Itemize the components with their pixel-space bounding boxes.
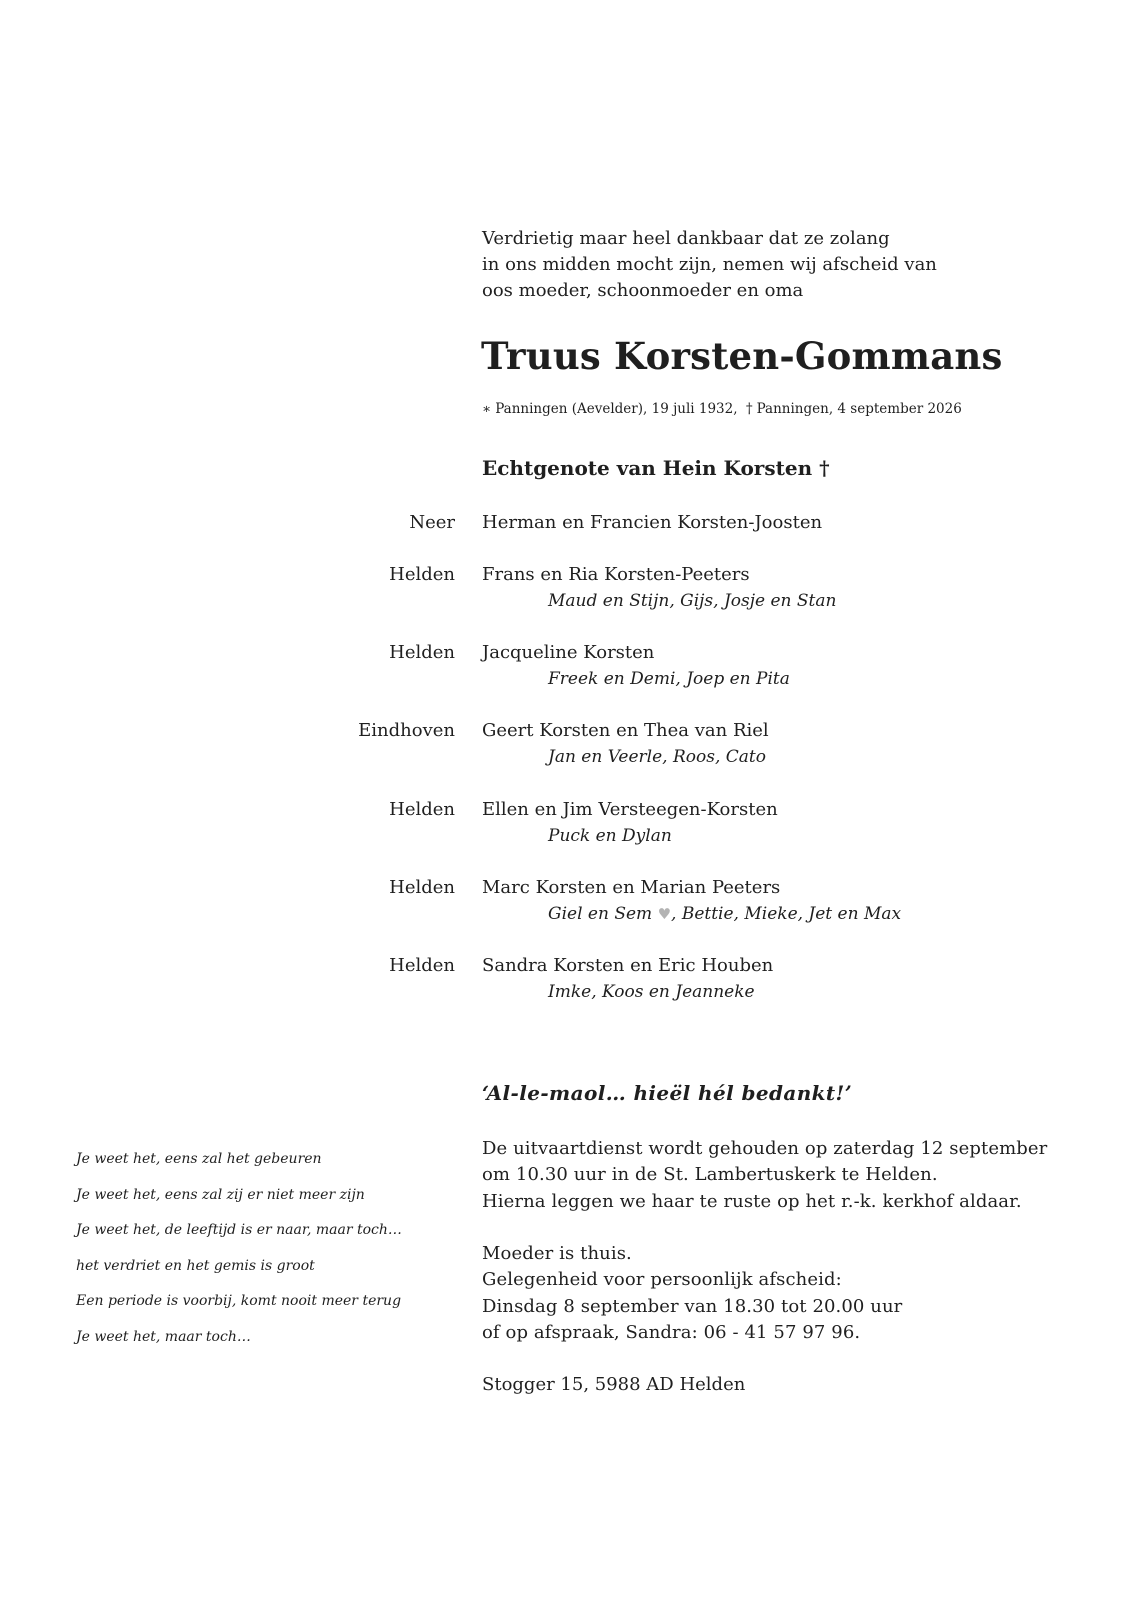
deceased-name: Truus Korsten-Gommans bbox=[481, 334, 1003, 378]
family-entry bbox=[0, 562, 1131, 622]
family-entry bbox=[0, 875, 1131, 935]
intro-text bbox=[482, 226, 1042, 304]
family-names: Frans en Ria Korsten-Peeters bbox=[482, 564, 750, 585]
poem-line: Je weet het, eens zal het gebeuren bbox=[76, 1151, 322, 1167]
born-symbol: ∗ bbox=[482, 401, 492, 417]
family-place: Helden bbox=[389, 799, 455, 820]
intro-line: oos moeder, schoonmoeder en oma bbox=[482, 280, 804, 301]
home-address: Stogger 15, 5988 AD Helden bbox=[482, 1374, 746, 1395]
family-names: Jacqueline Korsten bbox=[482, 642, 655, 663]
born-text: Panningen (Aevelder), 19 juli 1932, bbox=[495, 401, 738, 417]
family-entry bbox=[0, 640, 1131, 700]
family-place: Eindhoven bbox=[358, 720, 455, 741]
family-entry bbox=[0, 510, 1131, 570]
grandchildren: Puck en Dylan bbox=[548, 826, 672, 846]
poem-line: het verdriet en het gemis is groot bbox=[76, 1257, 315, 1274]
grandchildren: Imke, Koos en Jeanneke bbox=[548, 982, 755, 1002]
family-names: Geert Korsten en Thea van Riel bbox=[482, 720, 769, 741]
heart-icon: ♥ bbox=[657, 905, 672, 923]
grandchildren bbox=[548, 901, 901, 927]
intro-line: Verdrietig maar heel dankbaar dat ze zolang bbox=[482, 228, 890, 249]
intro-line: in ons midden mocht zijn, nemen wij afscheid van bbox=[482, 254, 937, 275]
died-text: Panningen, 4 september 2026 bbox=[756, 401, 962, 417]
spouse-line: Echtgenote van Hein Korsten † bbox=[482, 456, 830, 480]
service-line: De uitvaartdienst wordt gehouden op zaterdag 12 september bbox=[482, 1138, 1048, 1159]
service-line: om 10.30 uur in de St. Lambertuskerk te Helden. bbox=[482, 1164, 938, 1186]
family-names: Herman en Francien Korsten-Joosten bbox=[482, 512, 823, 533]
family-names: Marc Korsten en Marian Peeters bbox=[482, 877, 781, 898]
grandchildren-part: Giel en Sem bbox=[548, 904, 653, 924]
family-place: Helden bbox=[389, 564, 455, 585]
poem-line: Een periode is voorbij, komt nooit meer terug bbox=[76, 1293, 402, 1310]
thanks-line: ‘Al-le-maol… hieël hél bedankt!’ bbox=[482, 1081, 853, 1105]
poem bbox=[76, 1142, 436, 1356]
grandchildren-part: , Bettie, Mieke, Jet en Max bbox=[671, 904, 902, 924]
family-names: Ellen en Jim Versteegen-Korsten bbox=[482, 799, 778, 820]
family-place: Helden bbox=[389, 877, 455, 898]
visit-line: Dinsdag 8 september van 18.30 tot 20.00 uur bbox=[482, 1295, 903, 1317]
visit-line: of op afspraak, Sandra: 06 - 41 57 97 96. bbox=[482, 1322, 861, 1344]
poem-line: Je weet het, de leeftijd is er naar, maar toch… bbox=[76, 1222, 402, 1239]
family-entry bbox=[0, 718, 1131, 778]
family-place: Neer bbox=[409, 512, 455, 533]
visit-line: Moeder is thuis. bbox=[482, 1243, 632, 1265]
birth-death-dates bbox=[482, 401, 966, 417]
poem-line: Je weet het, eens zal zij er niet meer zijn bbox=[76, 1186, 365, 1203]
grandchildren: Jan en Veerle, Roos, Cato bbox=[548, 747, 766, 767]
died-symbol: † bbox=[745, 401, 753, 417]
visit-line: Gelegenheid voor persoonlijk afscheid: bbox=[482, 1269, 842, 1291]
family-entry bbox=[0, 953, 1131, 1013]
family-place: Helden bbox=[389, 955, 455, 976]
poem-line: Je weet het, maar toch… bbox=[76, 1328, 251, 1345]
family-place: Helden bbox=[389, 642, 455, 663]
grandchildren: Maud en Stijn, Gijs, Josje en Stan bbox=[548, 591, 837, 611]
family-entry bbox=[0, 797, 1131, 857]
service-info bbox=[482, 1136, 1082, 1346]
service-line: Hierna leggen we haar te ruste op het r.-k. kerkhof aldaar. bbox=[482, 1190, 1022, 1212]
grandchildren: Freek en Demi, Joep en Pita bbox=[548, 669, 790, 689]
family-names: Sandra Korsten en Eric Houben bbox=[482, 955, 774, 976]
